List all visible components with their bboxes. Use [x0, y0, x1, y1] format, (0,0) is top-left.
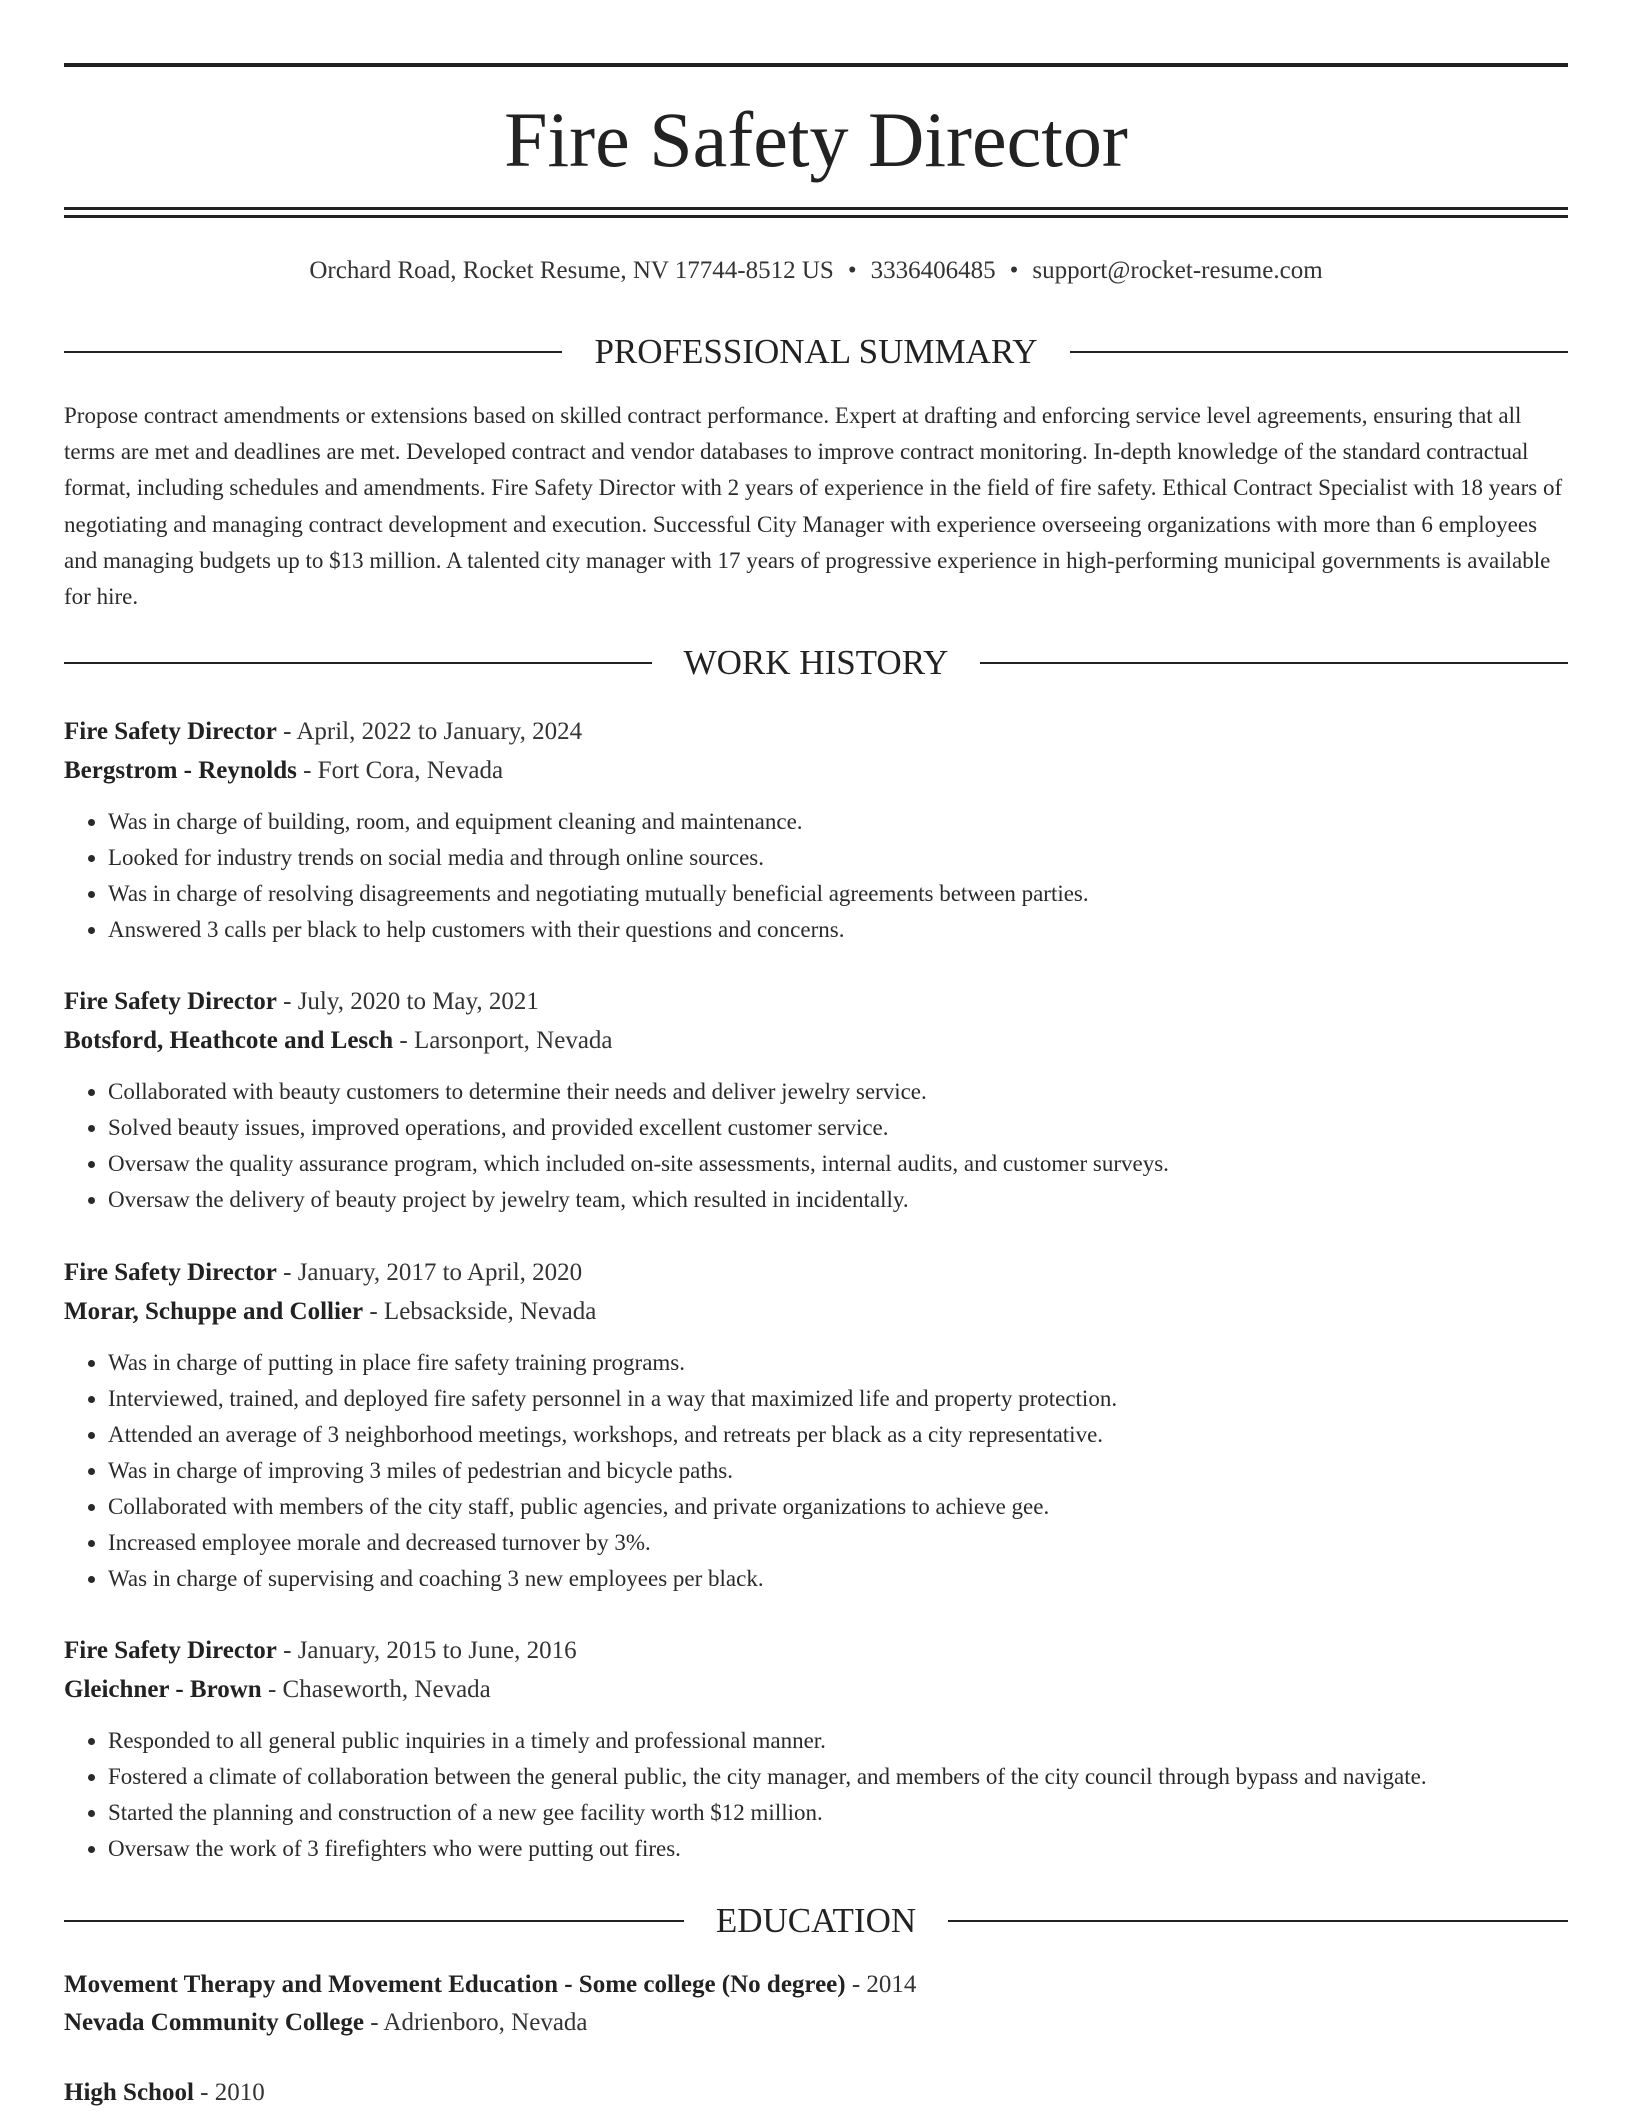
- education-entry: [64, 2074, 1568, 2112]
- education-entry: [64, 1966, 1568, 2042]
- job-bullet: • Oversaw the quality assurance program, which included on-site assessments, internal audits, and customer surveys.: [108, 1146, 1568, 1182]
- job-bullets: [64, 1074, 1568, 1218]
- job-bullet: • Started the planning and construction of a new gee facility worth $12 million.: [108, 1795, 1568, 1831]
- contact-line: [64, 252, 1568, 290]
- job-dates: - January, 2015 to June, 2016: [276, 1637, 577, 1664]
- contact-email: support@rocket-resume.com: [1032, 257, 1323, 284]
- job-bullet: • Attended an average of 3 neighborhood meetings, workshops, and retreats per black as a city representative.: [108, 1417, 1568, 1453]
- heading-rule-right: [948, 1920, 1568, 1922]
- job-bullet: • Interviewed, trained, and deployed fire safety personnel in a way that maximized life and property protection.: [108, 1381, 1568, 1417]
- heading-rule-left: [64, 662, 652, 664]
- education-year: - 2014: [845, 1971, 917, 1998]
- summary-heading-label: PROFESSIONAL SUMMARY: [594, 332, 1038, 371]
- job-bullet: • Was in charge of resolving disagreements and negotiating mutually beneficial agreements between parties.: [108, 876, 1568, 912]
- job-bullet: • Fostered a climate of collaboration between the general public, the city manager, and members of the city council through bypass and navigate.: [108, 1759, 1568, 1795]
- job-bullet: • Was in charge of improving 3 miles of pedestrian and bicycle paths.: [108, 1453, 1568, 1489]
- heading-rule-left: [64, 351, 562, 353]
- work-history-heading: [64, 641, 1568, 685]
- education-heading: [64, 1899, 1568, 1943]
- job-bullet: • Looked for industry trends on social media and through online sources.: [108, 840, 1568, 876]
- job-bullet: • Was in charge of supervising and coaching 3 new employees per black.: [108, 1561, 1568, 1597]
- job-company: Morar, Schuppe and Collier: [64, 1298, 364, 1325]
- job-bullet: • Was in charge of putting in place fire safety training programs.: [108, 1345, 1568, 1381]
- job-bullet: • Responded to all general public inquiries in a timely and professional manner.: [108, 1723, 1568, 1759]
- contact-phone: 3336406485: [870, 257, 996, 284]
- job-company: Bergstrom - Reynolds: [64, 757, 297, 784]
- title-rule-lower: [64, 215, 1568, 218]
- job-entry: [64, 982, 1568, 1218]
- education-year: - 2010: [193, 2079, 265, 2106]
- contact-address: Orchard Road, Rocket Resume, NV 17744-8512 US: [309, 257, 834, 284]
- title-rule-upper: [64, 207, 1568, 210]
- job-bullets: [64, 1723, 1568, 1867]
- job-title: Fire Safety Director: [64, 1637, 277, 1664]
- job-location: - Lebsackside, Nevada: [363, 1298, 597, 1325]
- summary-heading: [64, 330, 1568, 374]
- job-entry: [64, 1253, 1568, 1597]
- heading-rule-right: [980, 662, 1568, 664]
- job-bullet: • Was in charge of building, room, and equipment cleaning and maintenance.: [108, 804, 1568, 840]
- job-bullet: • Oversaw the work of 3 firefighters who were putting out fires.: [108, 1831, 1568, 1867]
- job-bullet: • Collaborated with beauty customers to determine their needs and deliver jewelry service.: [108, 1074, 1568, 1110]
- job-title: Fire Safety Director: [64, 1259, 277, 1286]
- job-title: Fire Safety Director: [64, 988, 277, 1015]
- job-entry: [64, 1631, 1568, 1867]
- work-history-heading-label: WORK HISTORY: [683, 643, 949, 682]
- contact-separator: •: [847, 257, 857, 284]
- education-degree: High School: [64, 2079, 194, 2106]
- heading-rule-left: [64, 1920, 684, 1922]
- job-bullets: [64, 1345, 1568, 1597]
- education-degree: Movement Therapy and Movement Education - Some college (No degree): [64, 1971, 846, 1998]
- education-location: - Adrienboro, Nevada: [363, 2009, 588, 2036]
- job-bullet: • Answered 3 calls per black to help customers with their questions and concerns.: [108, 912, 1568, 948]
- job-location: - Larsonport, Nevada: [393, 1027, 613, 1054]
- job-bullets: [64, 804, 1568, 948]
- job-bullet: • Increased employee morale and decreased turnover by 3%.: [108, 1525, 1568, 1561]
- job-dates: - January, 2017 to April, 2020: [276, 1259, 583, 1286]
- job-entry: [64, 712, 1568, 948]
- job-title: Fire Safety Director: [64, 718, 277, 745]
- summary-text: Propose contract amendments or extensions based on skilled contract performance. Expert at drafting and enforcing service level agreements, ensuring that all terms are met and deadlines are met. Developed contract and vendor databases to improve contract monitoring. In-depth knowledge of the standard contractual format, including schedules and amendments. Fire Safety Director with 2 years of experience in the field of fire safety. Ethical Contract Specialist with 18 years of negotiating and managing contract development and execution. Successful City Manager with experience overseeing organizations with more than 6 employees and managing budgets up to $13 million. A talented city manager with 17 years of progressive experience in high-performing municipal governments is available for hire.: [64, 403, 1563, 610]
- job-bullet: • Collaborated with members of the city staff, public agencies, and private organizations to achieve gee.: [108, 1489, 1568, 1525]
- resume-title: Fire Safety Director: [504, 96, 1128, 183]
- job-location: - Chaseworth, Nevada: [261, 1676, 491, 1703]
- education-school: Nevada Community College: [64, 2009, 364, 2036]
- job-company: Gleichner - Brown: [64, 1676, 262, 1703]
- job-company: Botsford, Heathcote and Lesch: [64, 1027, 394, 1054]
- job-dates: - April, 2022 to January, 2024: [276, 718, 583, 745]
- job-bullet: • Oversaw the delivery of beauty project by jewelry team, which resulted in incidentally.: [108, 1182, 1568, 1218]
- education-heading-label: EDUCATION: [715, 1901, 917, 1940]
- heading-rule-right: [1070, 351, 1568, 353]
- top-rule: [64, 63, 1568, 67]
- job-bullet: • Solved beauty issues, improved operations, and provided excellent customer service.: [108, 1110, 1568, 1146]
- job-dates: - July, 2020 to May, 2021: [276, 988, 539, 1015]
- contact-separator: •: [1009, 257, 1019, 284]
- job-location: - Fort Cora, Nevada: [296, 757, 504, 784]
